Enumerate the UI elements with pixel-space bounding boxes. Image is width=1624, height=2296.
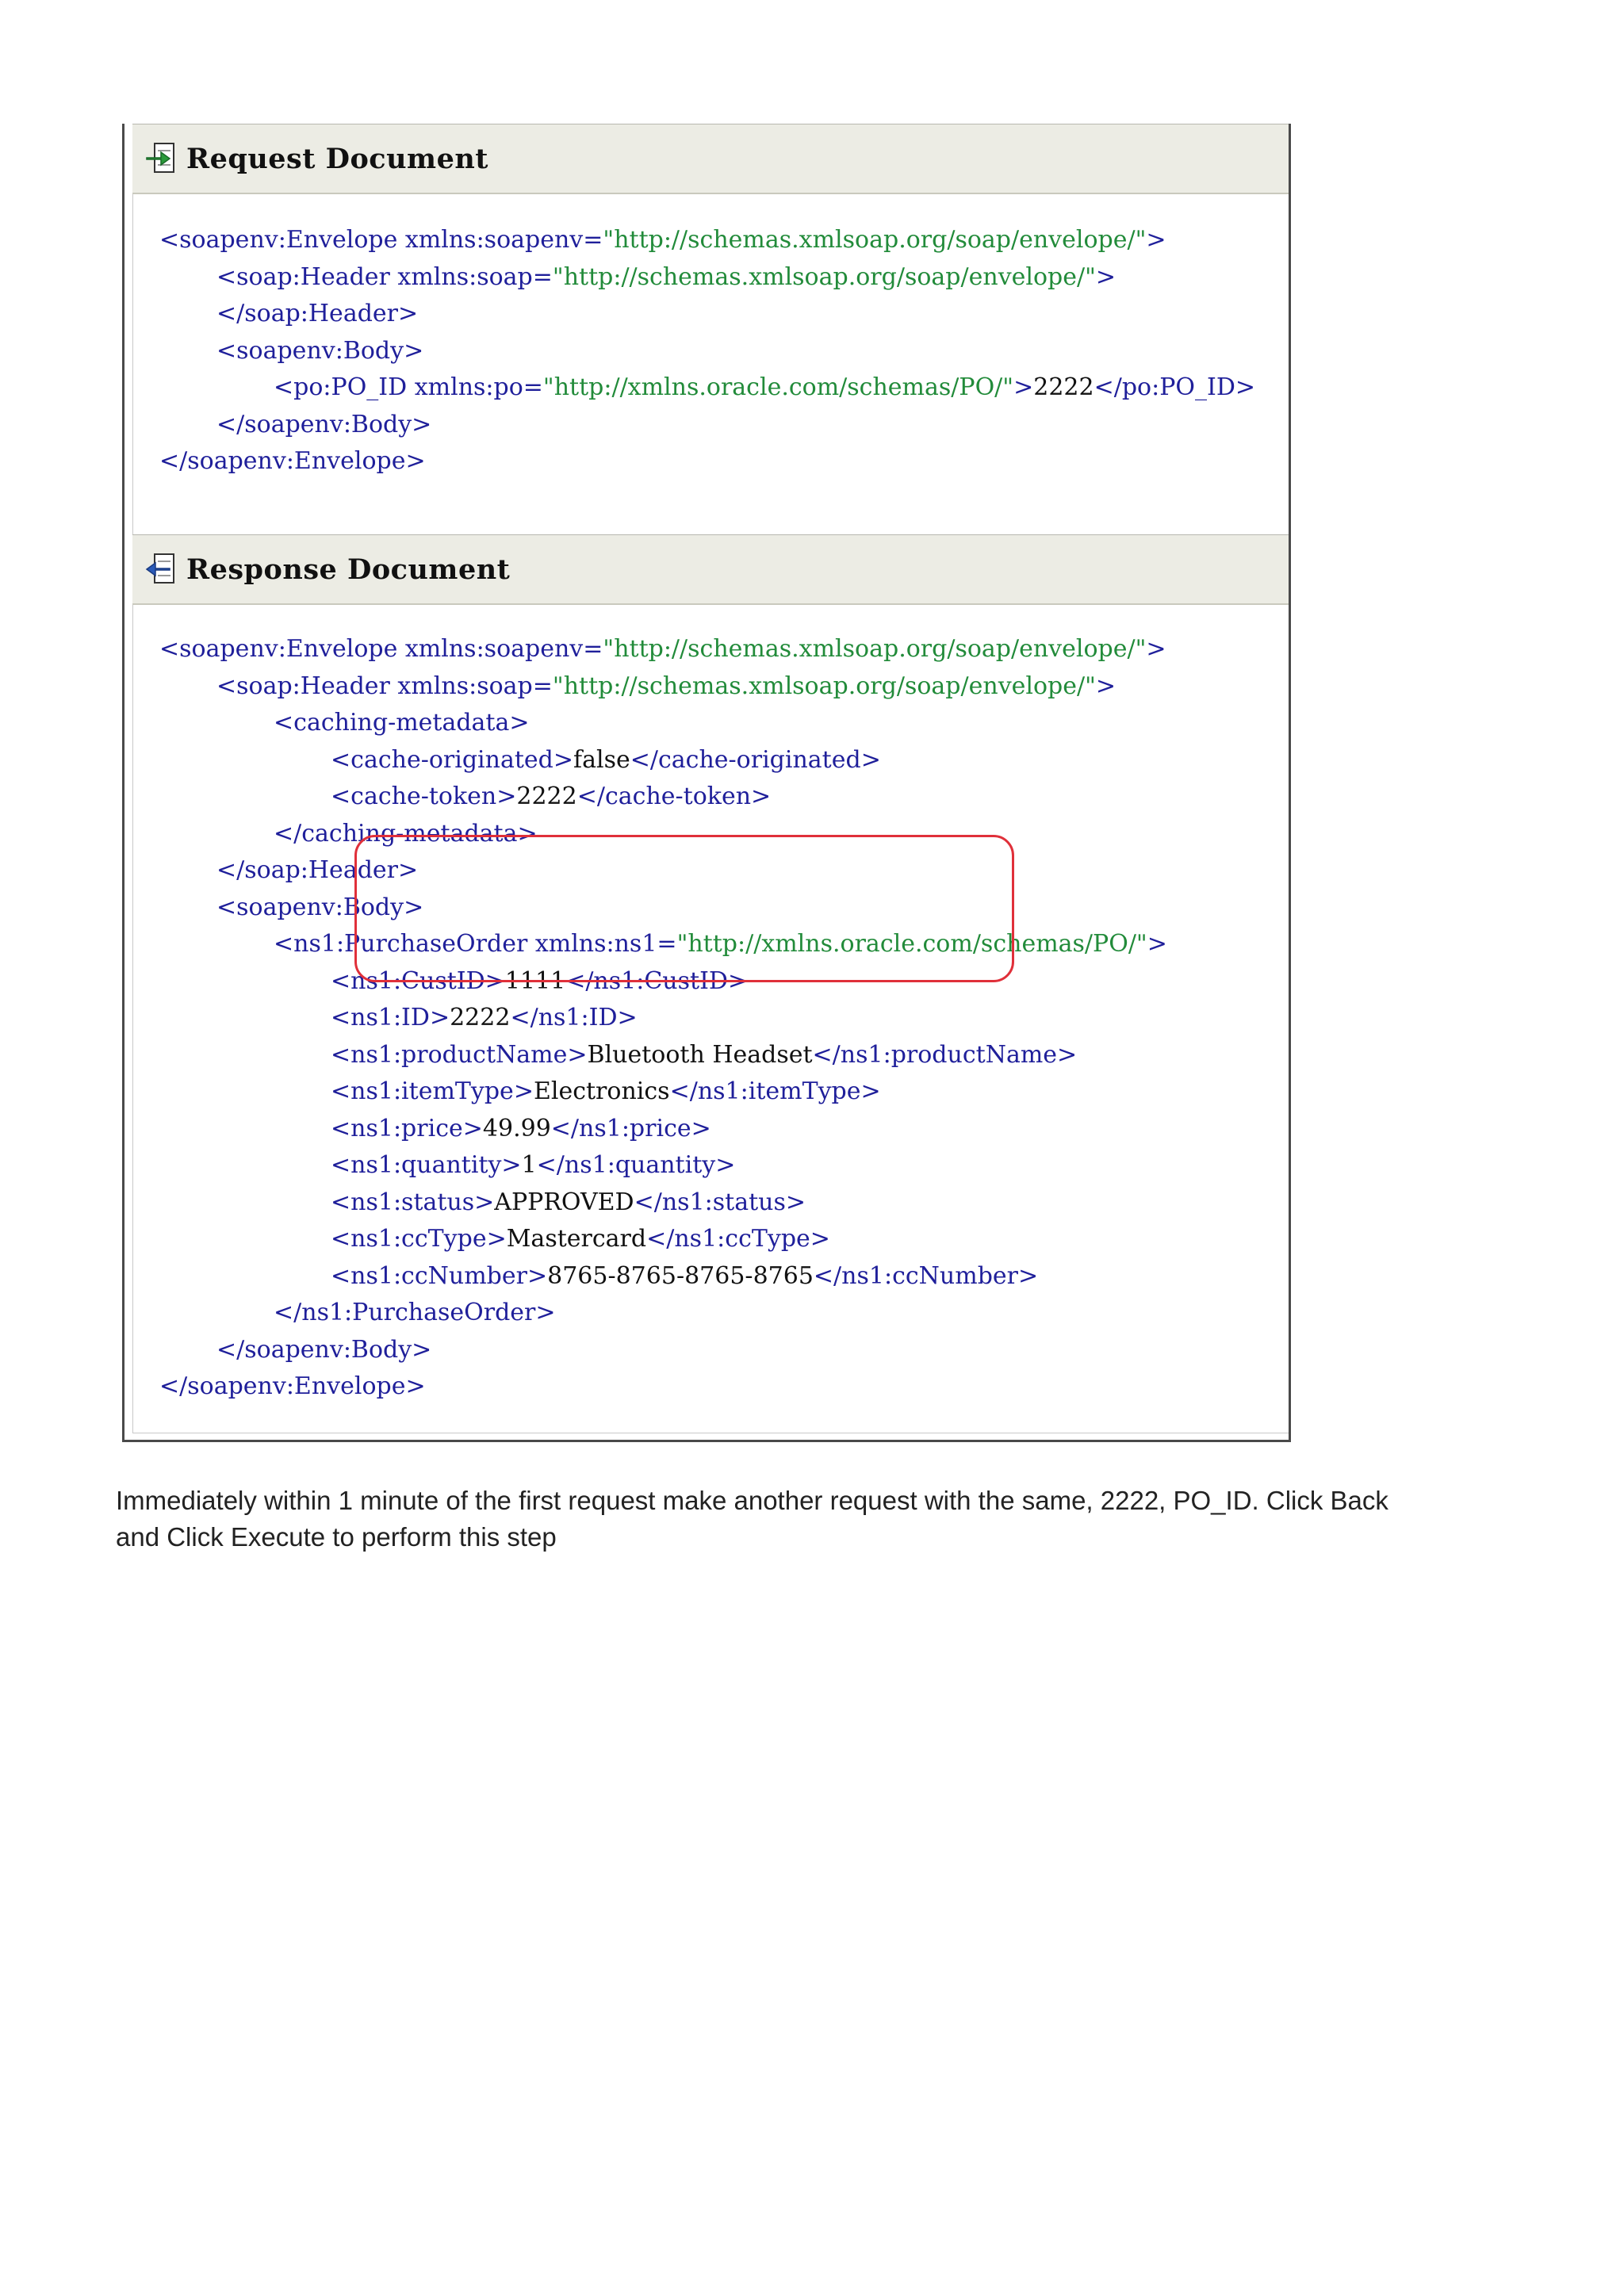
xml-tag: </ns1:itemType> xyxy=(669,1077,881,1105)
response-document-title: Response Document xyxy=(186,553,511,586)
xml-text-value: Mastercard xyxy=(506,1225,647,1253)
xml-tag: > xyxy=(1146,226,1166,254)
response-xml-line xyxy=(159,1184,1281,1222)
xml-tag: <soapenv:Envelope xmlns:soapenv= xyxy=(159,226,603,254)
xml-tag: <cache-originated> xyxy=(331,745,573,774)
xml-tag: </cache-originated> xyxy=(630,745,881,774)
xml-tag: <ns1:quantity> xyxy=(331,1151,522,1179)
xml-tag: > xyxy=(1146,635,1166,663)
request-xml-line xyxy=(159,296,1281,333)
xml-tag: </ns1:quantity> xyxy=(536,1151,736,1179)
xml-text-value: 2222 xyxy=(450,1004,511,1031)
xml-attribute-value: "http://xmlns.oracle.com/schemas/PO/" xyxy=(542,373,1014,401)
response-xml-line xyxy=(159,926,1281,963)
request-document-header xyxy=(132,124,1289,194)
xml-tag: </soapenv:Envelope> xyxy=(159,447,426,475)
xml-text-value: 49.99 xyxy=(482,1114,551,1142)
xml-tag: <soapenv:Envelope xmlns:soapenv= xyxy=(159,635,603,663)
xml-attribute-value: "http://xmlns.oracle.com/schemas/PO/" xyxy=(676,930,1147,958)
xml-tag: <soap:Header xmlns:soap= xyxy=(216,672,553,700)
response-xml-line xyxy=(159,1295,1281,1332)
xml-tag: <ns1:status> xyxy=(331,1188,495,1216)
xml-text-value: Bluetooth Headset xyxy=(587,1040,813,1069)
request-xml-line xyxy=(159,369,1281,407)
xml-tag: <ns1:CustID> xyxy=(331,966,505,995)
response-xml-line xyxy=(159,742,1281,779)
response-xml-line xyxy=(159,1221,1281,1258)
request-xml-line xyxy=(159,407,1281,444)
export-arrow-icon xyxy=(145,552,177,587)
xml-tag: <cache-token> xyxy=(331,783,517,810)
response-xml-line xyxy=(159,779,1281,816)
response-xml-line xyxy=(159,1258,1281,1295)
xml-tag: </ns1:ID> xyxy=(510,1004,638,1031)
xml-text-value: 8765-8765-8765-8765 xyxy=(547,1261,814,1290)
request-xml-line xyxy=(159,259,1281,297)
xml-tag: </ns1:ccNumber> xyxy=(813,1261,1039,1290)
xml-tag: > xyxy=(1013,373,1034,401)
xml-tag: <po:PO_ID xmlns:po= xyxy=(274,373,543,401)
response-xml-code xyxy=(159,631,1281,1406)
response-xml-line xyxy=(159,668,1281,706)
xml-text-value: Electronics xyxy=(533,1077,670,1105)
xml-text-value: 2222 xyxy=(1033,373,1094,401)
xml-attribute-value: "http://schemas.xmlsoap.org/soap/envelope/" xyxy=(603,635,1147,663)
xml-text-value: 1 xyxy=(521,1151,537,1179)
xml-tag: > xyxy=(1095,262,1116,291)
request-xml-code xyxy=(159,222,1281,480)
response-xml-line xyxy=(159,852,1281,890)
xml-tag: </ns1:ccType> xyxy=(646,1225,830,1253)
xml-tag: <ns1:itemType> xyxy=(331,1077,534,1105)
response-xml-line xyxy=(159,631,1281,668)
response-xml-line xyxy=(159,1111,1281,1148)
response-xml-line xyxy=(159,1332,1281,1369)
xml-tag: </soapenv:Body> xyxy=(216,1335,432,1364)
xml-tag: <soapenv:Body> xyxy=(216,336,424,365)
xml-text-value: APPROVED xyxy=(494,1188,634,1216)
xml-tag: > xyxy=(1147,930,1167,958)
xml-tag: <ns1:price> xyxy=(331,1114,483,1142)
response-document-header xyxy=(132,534,1289,605)
xml-tag: </soap:Header> xyxy=(216,856,419,884)
caption-line-1: Immediately within 1 minute of the first request make another request with the same, 2222, PO_ID. Click Back xyxy=(116,1486,1388,1515)
xml-tag: </ns1:CustID> xyxy=(565,966,749,995)
xml-tag: <caching-metadata> xyxy=(274,709,530,737)
response-xml-line xyxy=(159,1368,1281,1406)
instruction-caption xyxy=(116,1483,1543,1556)
xml-text-value: 1111 xyxy=(504,966,566,995)
response-xml-line xyxy=(159,1073,1281,1111)
response-xml-line xyxy=(159,705,1281,742)
response-xml-line xyxy=(159,1147,1281,1184)
xml-tag: </ns1:productName> xyxy=(812,1040,1078,1069)
request-xml-line xyxy=(159,333,1281,370)
response-xml-line xyxy=(159,816,1281,853)
xml-tag: </po:PO_ID> xyxy=(1094,373,1256,401)
response-xml-line xyxy=(159,890,1281,927)
import-arrow-icon xyxy=(145,141,177,176)
xml-tag: </soapenv:Envelope> xyxy=(159,1372,426,1400)
xml-tag: <ns1:PurchaseOrder xmlns:ns1= xyxy=(274,930,677,958)
xml-attribute-value: "http://schemas.xmlsoap.org/soap/envelope/" xyxy=(552,672,1096,700)
xml-tag: </soapenv:Body> xyxy=(216,410,432,438)
xml-tag: </ns1:price> xyxy=(550,1114,711,1142)
xml-tag: <ns1:ID> xyxy=(331,1004,450,1031)
xml-tag: </ns1:status> xyxy=(634,1188,806,1216)
xml-tag: </cache-token> xyxy=(576,783,772,810)
xml-text-value: false xyxy=(573,745,630,774)
response-xml-line xyxy=(159,1000,1281,1037)
caption-line-2: and Click Execute to perform this step xyxy=(116,1522,557,1552)
xml-tag: </soap:Header> xyxy=(216,300,419,327)
xml-tag: <ns1:ccNumber> xyxy=(331,1261,548,1290)
xml-tag: <soapenv:Body> xyxy=(216,893,424,921)
xml-tag: </ns1:PurchaseOrder> xyxy=(274,1299,556,1326)
request-xml-line xyxy=(159,443,1281,480)
xml-tag: <ns1:ccType> xyxy=(331,1225,507,1253)
xml-attribute-value: "http://schemas.xmlsoap.org/soap/envelope/" xyxy=(552,262,1096,291)
xml-attribute-value: "http://schemas.xmlsoap.org/soap/envelope/" xyxy=(603,226,1147,254)
request-xml-line xyxy=(159,222,1281,259)
response-xml-line xyxy=(159,963,1281,1001)
xml-text-value: 2222 xyxy=(516,783,577,810)
request-document-title: Request Document xyxy=(186,142,488,175)
xml-tag: <ns1:productName> xyxy=(331,1040,588,1069)
xml-tag: > xyxy=(1095,672,1116,700)
response-xml-line xyxy=(159,1037,1281,1074)
xml-tag: </caching-metadata> xyxy=(274,819,538,848)
soap-document-panel xyxy=(122,124,1291,1442)
xml-tag: <soap:Header xmlns:soap= xyxy=(216,262,553,291)
